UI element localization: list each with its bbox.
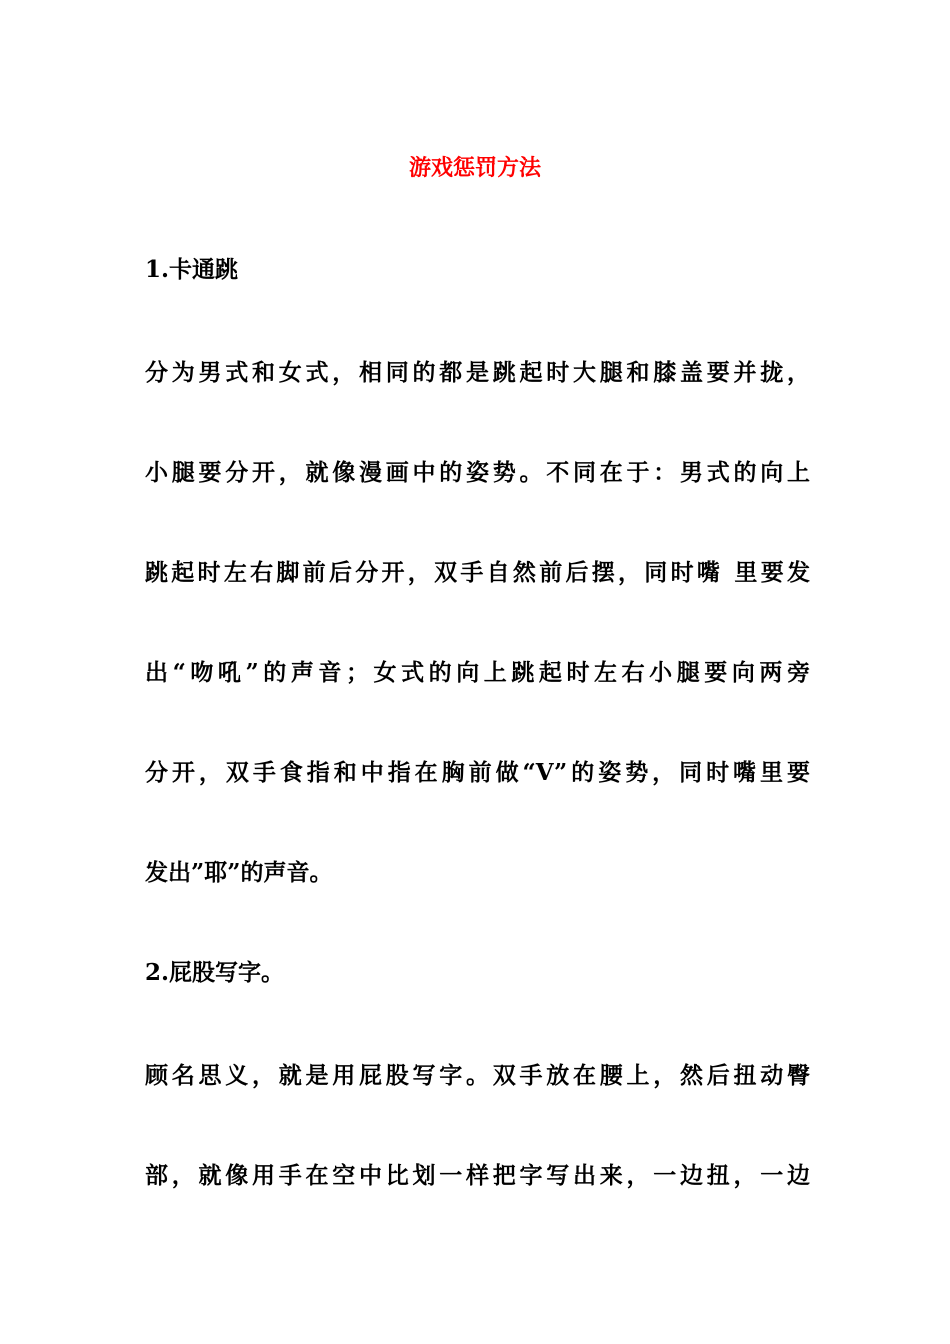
paragraph-line: 出“吻吼”的声音；女式的向上跳起时左右小腿要向两旁 xyxy=(145,659,810,686)
section-heading-cartoon-jump: 1.卡通跳 xyxy=(145,256,239,283)
paragraph-line: 发出”耶”的声音。 xyxy=(145,859,333,886)
paragraph-line: 分开，双手食指和中指在胸前做“V”的姿势，同时嘴里要 xyxy=(145,759,810,786)
document-title: 游戏惩罚方法 xyxy=(408,155,541,181)
paragraph-line: 顾名思义，就是用屁股写字。双手放在腰上，然后扭动臀 xyxy=(145,1062,810,1089)
section-heading-butt-writing: 2.屁股写字。 xyxy=(145,959,285,986)
paragraph-line: 跳起时左右脚前后分开，双手自然前后摆，同时嘴 里要发 xyxy=(145,559,810,586)
paragraph-line: 部，就像用手在空中比划一样把字写出来，一边扭，一边 xyxy=(145,1162,810,1189)
paragraph-line: 小腿要分开，就像漫画中的姿势。不同在于：男式的向上 xyxy=(145,459,810,486)
paragraph-line: 分为男式和女式，相同的都是跳起时大腿和膝盖要并拢， xyxy=(145,359,810,386)
